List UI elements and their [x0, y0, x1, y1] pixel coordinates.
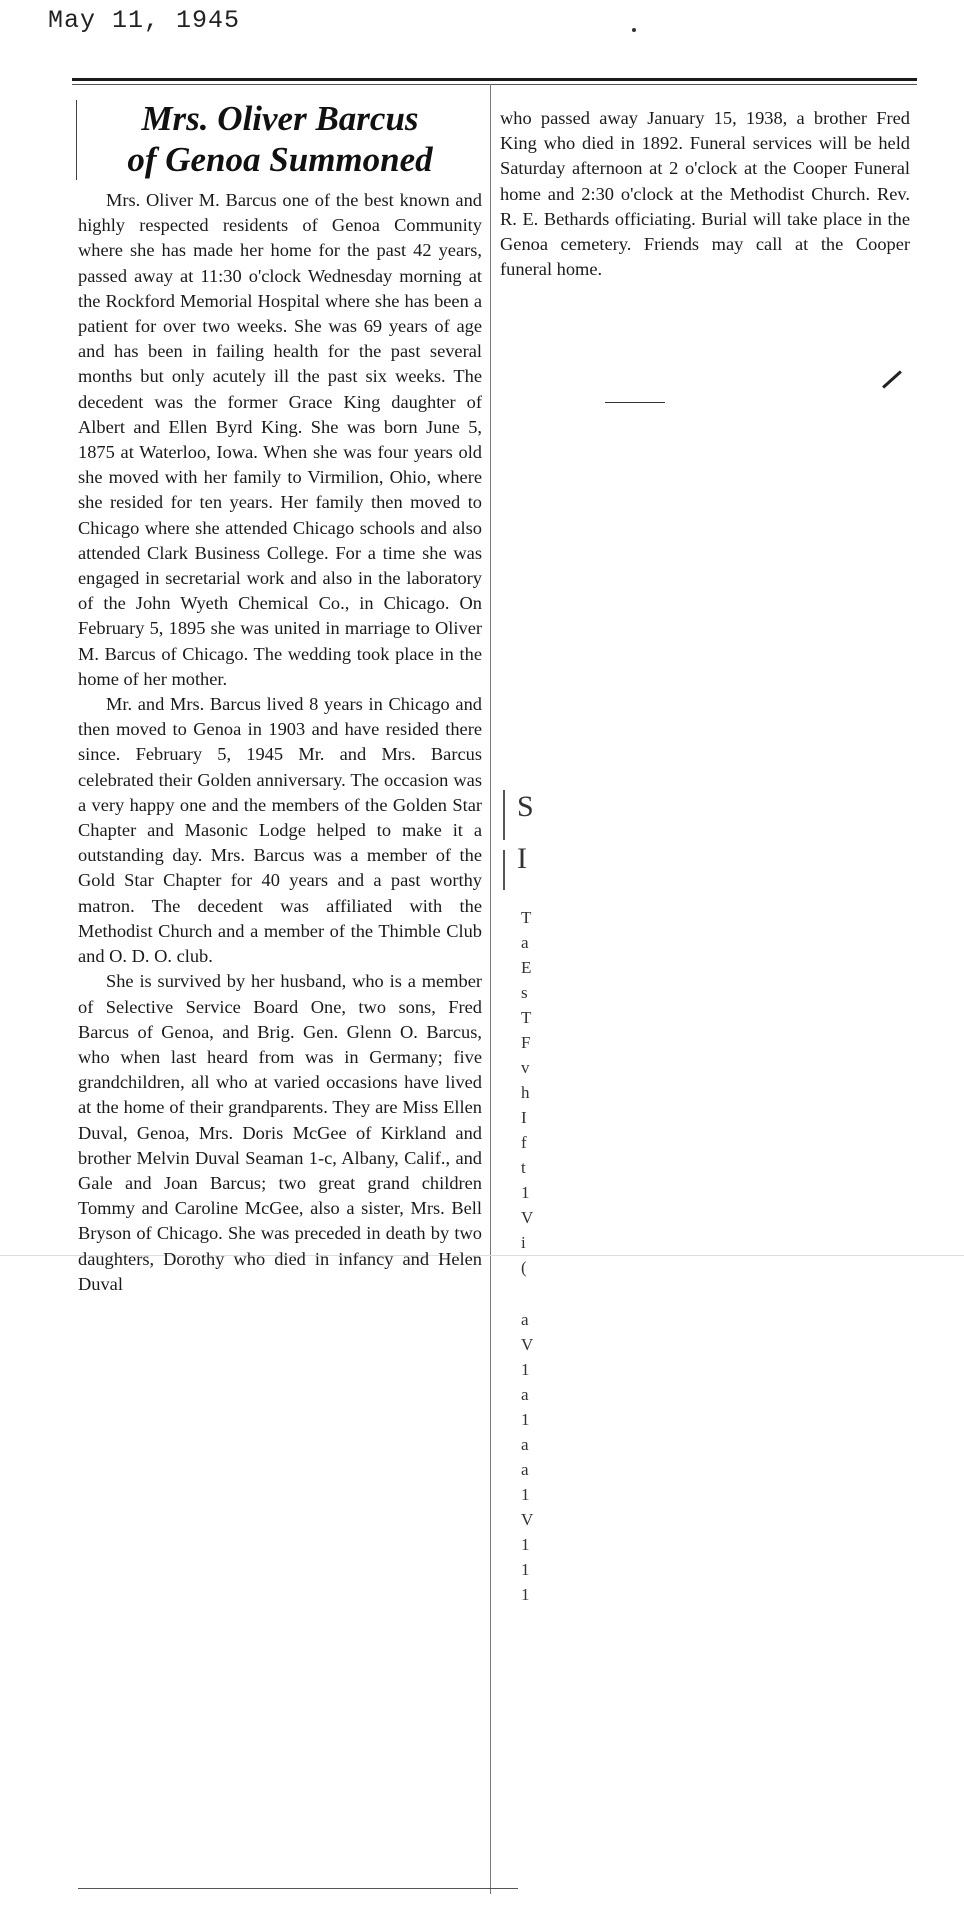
neighbor-edge-line: [503, 850, 505, 890]
end-dash: [605, 402, 665, 403]
neighbor-edge-line: [503, 790, 505, 840]
neighbor-fragment: a: [521, 933, 529, 952]
body-paragraph-3: She is survived by her husband, who is a member of Selective Service Board One, two sons, Fred Barcus of Genoa, and Brig. Gen. Glenn O. Barcus, who when last heard from was in Germany; five grandchildren, all who at varied occasions have lived at the home of their grandparents. They are Miss Ellen Duval, Genoa, Mrs. Doris McGee of Kirkland and brother Melvin Duval Seaman 1-c, Albany, Calif., and Gale and Joan Barcus; two great grand children Tommy and Caroline McGee, also a sister, Mrs. Bell Bryson of Chicago. She was preceded in death by two daughters, Dorothy who died in infancy and Helen Duval: [78, 971, 482, 1294]
headline-line-2: of Genoa Summoned: [127, 140, 433, 179]
neighbor-fragment: t: [521, 1158, 526, 1177]
top-rule: [72, 78, 917, 81]
neighbor-fragment: s: [521, 983, 528, 1002]
neighbor-fragment: T: [521, 908, 532, 927]
neighbor-fragment: T: [521, 1008, 532, 1027]
neighbor-fragment: (: [521, 1258, 527, 1277]
neighbor-fragment: a: [521, 1435, 529, 1454]
neighbor-fragment: I: [517, 842, 527, 875]
neighbor-fragment: F: [521, 1033, 531, 1052]
neighbor-fragment: i: [521, 1233, 526, 1252]
neighbor-fragment: 1: [521, 1183, 530, 1202]
obituary-right-column: [500, 106, 910, 282]
neighbor-fragment: h: [521, 1083, 530, 1102]
neighbor-fragment: S: [517, 790, 534, 823]
neighbor-fragment: 1: [521, 1360, 530, 1379]
clipping-date: May 11, 1945: [48, 6, 241, 35]
neighbor-fragment: 1: [521, 1585, 530, 1604]
neighbor-fragment: a: [521, 1310, 529, 1329]
neighbor-fragment: V: [521, 1510, 534, 1529]
neighbor-fragment: V: [521, 1335, 534, 1354]
headline: [78, 98, 482, 180]
pen-mark: [882, 370, 902, 388]
neighbor-fragment: 1: [521, 1535, 530, 1554]
ink-speck: [632, 28, 636, 32]
left-border: [76, 100, 77, 180]
neighbor-fragment: a: [521, 1460, 529, 1479]
obituary-left-column: [78, 98, 482, 1297]
continuation-paragraph: who passed away January 15, 1938, a brother Fred King who died in 1892. Funeral services will be held Saturday afternoon at 2 o'clock at the Cooper Funeral home and 2:30 o'clock at the Methodist Church. Rev. R. E. Bethards officiating. Burial will take place in the Genoa cemetery. Friends may call at the Cooper funeral home.: [500, 108, 910, 280]
body-paragraph-1: Mrs. Oliver M. Barcus one of the best known and highly respected residents of Genoa Community where she has made her home for the past 42 years, passed away at 11:30 o'clock Wednesday morning at the Rockford Memorial Hospital where she has been a patient for over two weeks. She was 69 years of age and has been in failing health for the past several months but only acutely ill the past six weeks. The decedent was the former Grace King daughter of Albert and Ellen Byrd King. She was born June 5, 1875 at Waterloo, Iowa. When she was four years old she moved with her family to Virmilion, Ohio, where she resided for ten years. Her family then moved to Chicago where she attended Chicago schools and also attended Clark Business College. For a time she was engaged in secretarial work and also in the laboratory of the John Wyeth Chemical Co., in Chicago. On February 5, 1895 she was united in marriage to Oliver M. Barcus of Chicago. The wedding took place in the home of her mother.: [78, 190, 482, 689]
neighbor-fragment: I: [521, 1108, 527, 1127]
top-rule-thin: [72, 84, 917, 85]
neighbor-fragment: a: [521, 1385, 529, 1404]
neighbor-fragment: v: [521, 1058, 530, 1077]
neighbor-fragment: 1: [521, 1485, 530, 1504]
neighbor-fragment: E: [521, 958, 532, 977]
bottom-rule: [78, 1888, 518, 1889]
column-divider: [490, 84, 491, 1894]
body-paragraph-2: Mr. and Mrs. Barcus lived 8 years in Chicago and then moved to Genoa in 1903 and have resided there since. February 5, 1945 Mr. and Mrs. Barcus celebrated their Golden anniversary. The occasion was a very happy one and the members of the Golden Star Chapter and Masonic Lodge helped to make it a outstanding day. Mrs. Barcus was a member of the Gold Star Chapter for 40 years and a past worthy matron. The decedent was affiliated with the Methodist Church and a member of the Thimble Club and O. D. O. club.: [78, 694, 482, 967]
neighbor-fragment: 1: [521, 1410, 530, 1429]
headline-line-1: Mrs. Oliver Barcus: [141, 99, 419, 138]
neighbor-fragment: f: [521, 1133, 527, 1152]
neighbor-fragment: 1: [521, 1560, 530, 1579]
neighbor-fragment: V: [521, 1208, 534, 1227]
